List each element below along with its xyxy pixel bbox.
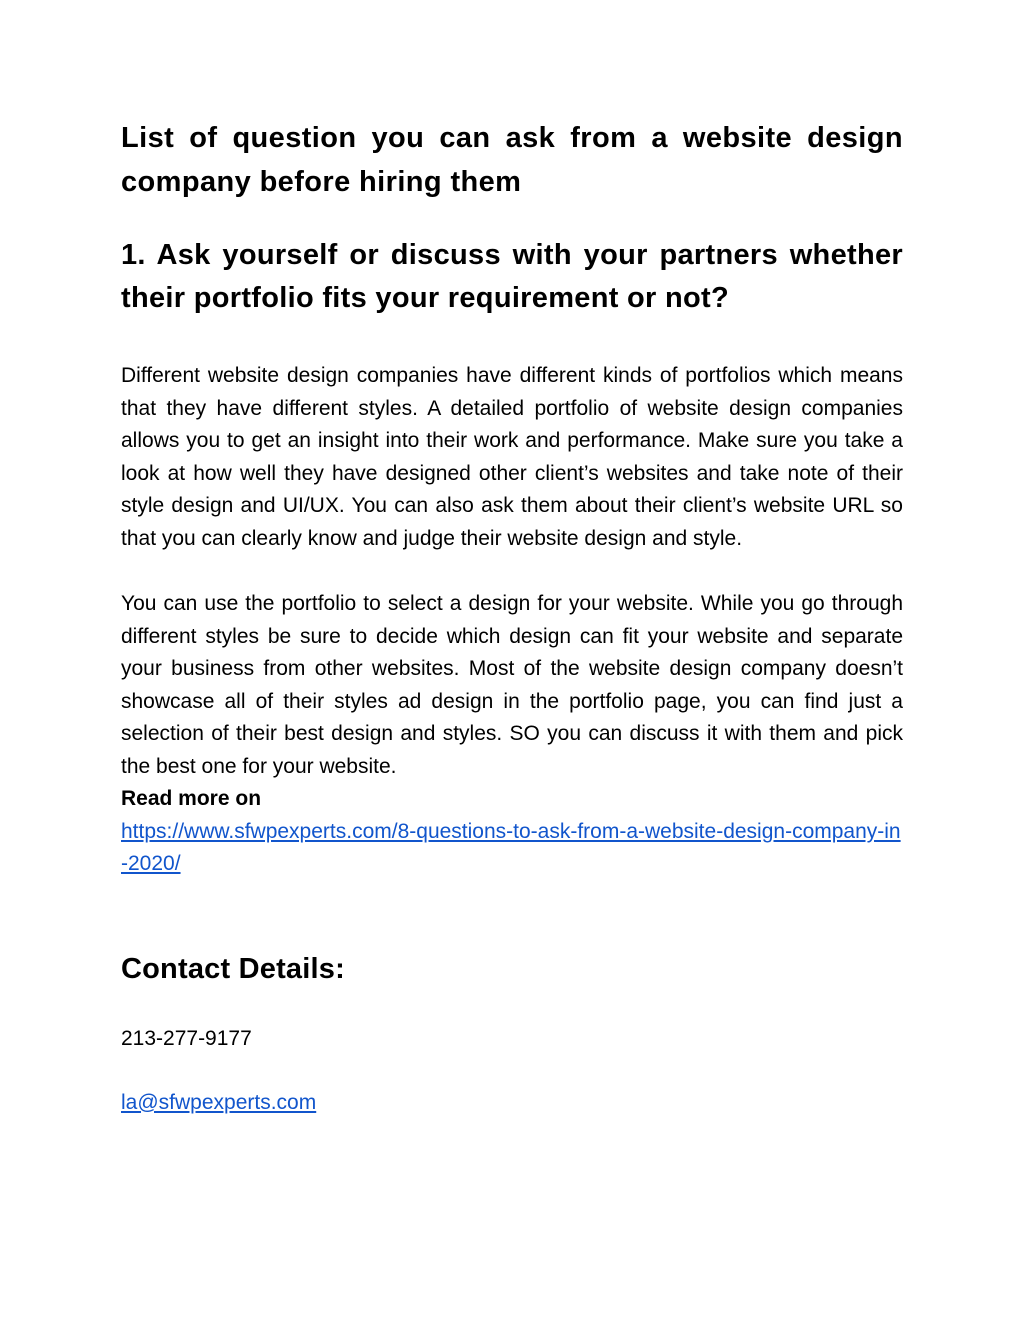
- read-more-label: Read more on: [121, 787, 262, 810]
- body-paragraph-1: Different website design companies have different kinds of portfolios which means that they have different styles. A detailed portfolio of website design companies allows you to get an insight into their work and performance. Make sure you take a look at how well they have designed other client’s websites and take note of their style design and UI/UX. You can also ask them about their client’s website URL so that you can clearly know and judge their website design and style.: [121, 364, 903, 550]
- body-paragraph-2-text: You can use the portfolio to select a design for your website. While you go through different styles be sure to decide which design can fit your website and separate your business from other websites. Most of the website design company doesn’t showcase all of their styles ad design in the portfolio page, you can find just a selection of their best design and styles. SO you can discuss it with them and pick the best one for your website.: [121, 592, 903, 778]
- contact-phone: 213-277-9177: [121, 1026, 252, 1050]
- read-more-link[interactable]: https://www.sfwpexperts.com/8-questions-to-ask-from-a-website-design-company-in-2020/: [121, 819, 901, 875]
- section-heading: 1. Ask yourself or discuss with your partners whether their portfolio fits your requirement or not?: [121, 239, 903, 314]
- contact-heading: Contact Details:: [121, 952, 345, 985]
- contact-email-link[interactable]: la@sfwpexperts.com: [121, 1090, 317, 1114]
- document-title: List of question you can ask from a website design company before hiring them: [121, 122, 903, 198]
- document-page: [121, 116, 903, 1119]
- body-paragraph-2: [121, 588, 903, 881]
